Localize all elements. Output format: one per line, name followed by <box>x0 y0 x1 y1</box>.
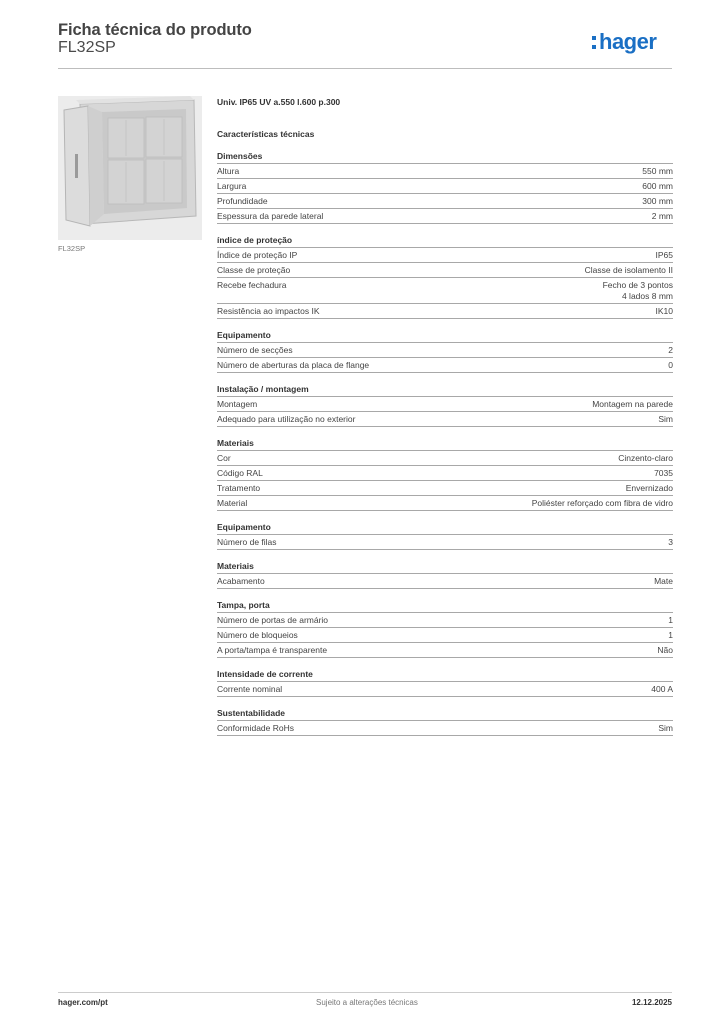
spec-label: Recebe fechadura <box>217 280 287 290</box>
spec-value: Montagem na parede <box>592 399 673 409</box>
spec-label: Número de secções <box>217 345 293 355</box>
spec-label: Número de aberturas da placa de flange <box>217 360 370 370</box>
spec-group <box>217 329 673 373</box>
spec-value: 0 <box>668 360 673 370</box>
spec-group-title: Intensidade de corrente <box>217 668 673 682</box>
spec-group-title: Instalação / montagem <box>217 383 673 397</box>
spec-label: Número de bloqueios <box>217 630 298 640</box>
spec-group <box>217 668 673 697</box>
spec-label: Número de portas de armário <box>217 615 329 625</box>
spec-label: Classe de proteção <box>217 265 291 275</box>
spec-label: Material <box>217 498 248 508</box>
section-heading: Características técnicas <box>217 129 315 139</box>
spec-label: Cor <box>217 453 231 463</box>
spec-group-title: Dimensões <box>217 150 673 164</box>
spec-label: Profundidade <box>217 196 268 206</box>
spec-group <box>217 707 673 736</box>
spec-group-title: índice de proteção <box>217 234 673 248</box>
spec-group-title: Tampa, porta <box>217 599 673 613</box>
spec-label: Tratamento <box>217 483 261 493</box>
spec-value: 7035 <box>654 468 673 478</box>
spec-value: Fecho de 3 pontos 4 lados 8 mm <box>602 280 673 301</box>
spec-row <box>217 209 673 224</box>
spec-row <box>217 248 673 263</box>
spec-value: Mate <box>654 576 673 586</box>
spec-row <box>217 412 673 427</box>
spec-row <box>217 643 673 658</box>
spec-row <box>217 628 673 643</box>
spec-row <box>217 179 673 194</box>
spec-row <box>217 721 673 736</box>
spec-row <box>217 263 673 278</box>
footer-divider <box>58 992 672 993</box>
spec-group <box>217 383 673 427</box>
spec-value: IP65 <box>655 250 673 260</box>
spec-label: Altura <box>217 166 240 176</box>
spec-groups <box>217 150 673 736</box>
spec-row <box>217 194 673 209</box>
spec-row <box>217 481 673 496</box>
spec-value: 2 <box>668 345 673 355</box>
spec-row <box>217 682 673 697</box>
spec-group-title: Materiais <box>217 560 673 574</box>
spec-label: Conformidade RoHs <box>217 723 295 733</box>
spec-group-title: Materiais <box>217 437 673 451</box>
spec-row <box>217 358 673 373</box>
spec-group <box>217 599 673 658</box>
spec-group <box>217 437 673 511</box>
spec-group <box>217 521 673 550</box>
footer-date: 12.12.2025 <box>631 998 672 1007</box>
product-code: FL32SP <box>58 39 116 56</box>
spec-value: Não <box>657 645 673 655</box>
spec-row <box>217 397 673 412</box>
spec-value: Poliéster reforçado com fibra de vidro <box>531 498 673 508</box>
spec-value: 1 <box>668 615 673 625</box>
spec-value: Sim <box>658 723 673 733</box>
spec-group <box>217 150 673 224</box>
spec-label: Montagem <box>217 399 258 409</box>
spec-value: Classe de isolamento II <box>584 265 673 275</box>
spec-value: 600 mm <box>642 181 673 191</box>
hager-logo <box>590 27 674 57</box>
spec-row <box>217 613 673 628</box>
page-title: Ficha técnica do produto <box>58 21 252 39</box>
svg-text:hager: hager <box>599 29 657 54</box>
spec-label: Espessura da parede lateral <box>217 211 324 221</box>
spec-label: Resistência ao impactos IK <box>217 306 320 316</box>
spec-label: Corrente nominal <box>217 684 283 694</box>
spec-value: 550 mm <box>642 166 673 176</box>
spec-value: Envernizado <box>625 483 673 493</box>
spec-row <box>217 466 673 481</box>
spec-value: IK10 <box>655 306 673 316</box>
spec-label: Largura <box>217 181 247 191</box>
spec-value: Sim <box>658 414 673 424</box>
spec-group <box>217 560 673 589</box>
spec-row <box>217 278 673 304</box>
spec-row <box>217 451 673 466</box>
spec-label: Acabamento <box>217 576 265 586</box>
spec-row <box>217 343 673 358</box>
spec-row <box>217 535 673 550</box>
product-name: Univ. IP65 UV a.550 l.600 p.300 <box>217 97 341 107</box>
spec-row <box>217 304 673 319</box>
spec-group-title: Equipamento <box>217 521 673 535</box>
spec-label: Número de filas <box>217 537 277 547</box>
footer-disclaimer: Sujeito a alterações técnicas <box>316 998 418 1007</box>
spec-group-title: Equipamento <box>217 329 673 343</box>
spec-label: A porta/tampa é transparente <box>217 645 328 655</box>
product-image <box>58 96 202 240</box>
spec-value: Cinzento-claro <box>618 453 673 463</box>
spec-group <box>217 234 673 319</box>
spec-label: Código RAL <box>217 468 263 478</box>
spec-row <box>217 496 673 511</box>
spec-label: Adequado para utilização no exterior <box>217 414 356 424</box>
spec-value: 400 A <box>651 684 673 694</box>
spec-value: 1 <box>668 630 673 640</box>
footer-website[interactable]: hager.com/pt <box>58 998 108 1007</box>
image-caption: FL32SP <box>58 244 86 253</box>
spec-label: Índice de proteção IP <box>217 250 298 260</box>
spec-value: 2 mm <box>651 211 673 221</box>
spec-group-title: Sustentabilidade <box>217 707 673 721</box>
spec-value: 3 <box>668 537 673 547</box>
spec-value: 300 mm <box>642 196 673 206</box>
spec-row <box>217 164 673 179</box>
spec-content <box>217 96 673 736</box>
spec-row <box>217 574 673 589</box>
header-divider <box>58 68 672 69</box>
